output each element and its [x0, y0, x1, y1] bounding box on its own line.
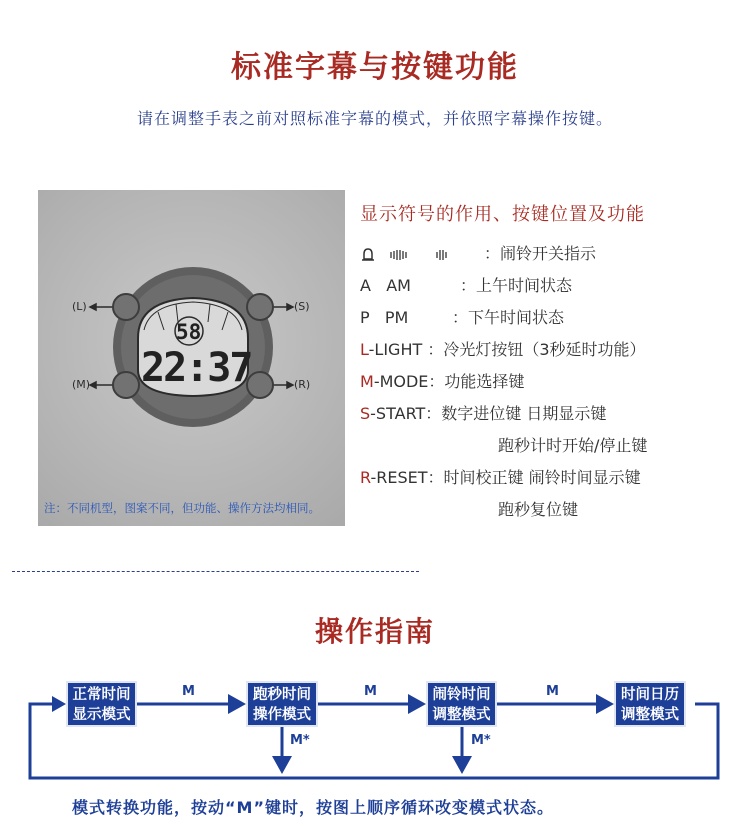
button-label-m: (M) [72, 378, 91, 391]
page-title: 标准字幕与按键功能 [231, 50, 519, 85]
flow-box-alarm-line2: 调整模式 [432, 707, 491, 723]
guide-footer-note: 模式转换功能，按动“M”键时，按图上顺序循环改变模式状态。 [72, 798, 554, 817]
mode-key-letter: M [360, 372, 374, 391]
legend-heading: 显示符号的作用、按键位置及功能 [360, 204, 645, 225]
flow-box-alarm-line1: 闹铃时间 [432, 687, 491, 703]
legend-row-light [360, 337, 646, 360]
am-desc: ：上午时间状态 [460, 276, 573, 295]
flow-box-normal-line2: 显示模式 [72, 707, 131, 723]
flow-box-stopwatch [246, 681, 318, 727]
alarm-desc: ：闹铃开关指示 [484, 244, 597, 263]
section-divider [12, 571, 419, 572]
page-subtitle: 请在调整手表之前对照标准字幕的模式，并依照字幕操作按键。 [136, 109, 613, 128]
guide-title: 操作指南 [314, 615, 435, 648]
flow-label-m-2: M [364, 684, 377, 699]
start-desc-2: 跑秒计时开始/停止键 [498, 436, 648, 455]
am-key: A AM [360, 276, 411, 295]
legend-row-start [360, 401, 606, 424]
reset-key-rest: -RESET： [370, 468, 444, 487]
reset-desc-2: 跑秒复位键 [498, 500, 579, 519]
flow-label-m-1: M [182, 684, 195, 699]
alarm-symbols-icon [360, 246, 484, 264]
flow-label-m-3: M [546, 684, 559, 699]
legend-row-mode [360, 369, 524, 392]
flow-box-normal [66, 681, 137, 727]
pm-key: P PM [360, 308, 409, 327]
flow-label-mstar-2: M* [471, 733, 491, 748]
legend-row-pm [360, 305, 564, 328]
light-desc: 冷光灯按钮（3秒延时功能） [443, 340, 646, 359]
display-time: 22:37 [141, 345, 252, 391]
start-key-rest: -START： [370, 404, 442, 423]
flow-box-normal-line1: 正常时间 [72, 687, 131, 703]
display-seconds: 58 [176, 320, 202, 344]
legend-row-am [360, 273, 572, 296]
button-label-r: (R) [294, 378, 311, 391]
button-label-l: (L) [72, 300, 87, 313]
flow-box-stopwatch-line2: 操作模式 [253, 707, 311, 723]
flow-box-calendar-line2: 调整模式 [621, 707, 679, 723]
legend-row-reset [360, 465, 641, 488]
start-key-letter: S [360, 404, 371, 423]
light-key-rest: -LIGHT ： [368, 340, 444, 359]
button-label-s: (S) [294, 300, 310, 313]
watch-note: 注：不同机型，图案不同，但功能、操作方法均相同。 [44, 501, 320, 515]
mode-key-rest: -MODE： [373, 372, 445, 391]
legend-row-alarm [360, 241, 596, 264]
mode-desc: 功能选择键 [444, 372, 525, 391]
reset-desc-1: 时间校正键 闹铃时间显示键 [443, 468, 641, 487]
flow-box-calendar [614, 681, 686, 727]
pm-desc: ：下午时间状态 [452, 308, 565, 327]
light-key-letter: L [360, 340, 369, 359]
flow-label-mstar-1: M* [290, 733, 310, 748]
flow-box-calendar-line1: 时间日历 [621, 687, 679, 703]
reset-key-letter: R [360, 468, 371, 487]
start-desc-1: 数字进位键 日期显示键 [441, 404, 607, 423]
flow-box-alarm [426, 681, 497, 727]
flow-box-stopwatch-line1: 跑秒时间 [253, 687, 311, 703]
